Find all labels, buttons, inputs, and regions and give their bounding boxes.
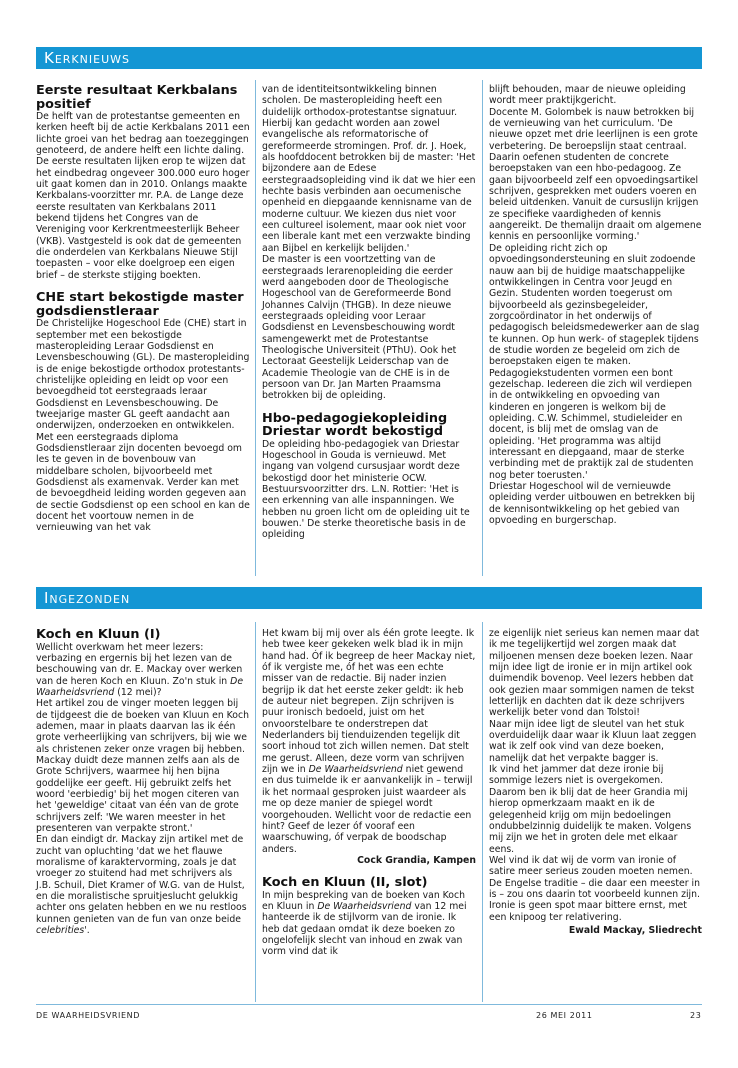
section-header-kerknieuws: Kerknieuws xyxy=(36,47,702,69)
column-3-ingezonden xyxy=(489,628,702,936)
letter-signature: Ewald Mackay, Sliedrecht xyxy=(568,924,702,936)
section-header-ingezonden: Ingezonden xyxy=(36,587,702,609)
column-1-ingezonden xyxy=(36,628,250,936)
footer-publication: DE WAARHEIDSVRIEND xyxy=(36,1011,141,1020)
article-paragraph: De opleiding richt zich op opvoedingsondersteuning en sluit zodoende nauw aan bij de huidige maatschappelijke ontwikkelingen in Centra voor Jeugd en Gezin. Studenten worden toegerust om bijvoorbeeld als gezinsbegeleider, zorgcoördinator in het onderwijs of pedagogisch beleidsmedewerker aan de slag te kunnen. Op hun werk- of stageplek tijdens de studie worden ze begeleid om zich de beroepstaken eigen te maken. Pedagogiekstudenten vormen een bont gezelschap. Iedereen die zich wil verdiepen in de ontwikkeling en opvoeding van kinderen en jongeren is welkom bij de opleiding. C.W. Schimmel, studieleider en docent, is blij met de omslag van de opleiding. 'Het programma was altijd interessant en diepgaand, maar de sterke verbinding met de praktijk zal de studenten nog beter toerusten.' xyxy=(489,242,700,481)
article-title: Eerste resultaat Kerkbalans positief xyxy=(36,83,238,112)
letter-paragraph: Wel vind ik dat wij de vorm van ironie of satire meer serieus zouden moeten nemen. De Engelse traditie – die daar een meester in is – zou ons daarin tot voorbeeld kunnen zijn. Ironie is geen spot maar bittere ernst, met een knipoog ter relativering. xyxy=(489,854,700,923)
letter-paragraph: In mijn bespreking van de boeken van Koch en Kluun in De Waarheidsvriend van 12 mei hanteerde ik de stijlvorm van de ironie. Ik heb dat gedaan omdat ik deze boeken zo ongelofelijk slecht van inhoud en zwak van vorm vind dat ik xyxy=(262,889,467,958)
letter-paragraph: Het artikel zou de vinger moeten leggen bij de tijdgeest die de boeken van Kluun en Koch ademen, maar in plaats daarvan las ik één grote verheerlijking van schrijvers, bij wie we als christenen zeker onze vragen bij hebben. Mackay duidt deze mannen zelfs aan als de Grote Schrijvers, waarmee hij hen bijna goddelijke eer geeft. Hij gebruikt zelfs het woord 'eerbiedig' bij het mogen citeren van het 'geweldige' citaat van één van de grote schrijvers zelf: 'We waren meester in het presenteren van verpakte stront.' xyxy=(36,698,249,834)
article-paragraph: De helft van de protestantse gemeenten en kerken heeft bij de actie Kerkbalans 2011 een lichte groei van het bedrag aan toezeggingen genoteerd, de andere helft een lichte daling. De eerste resultaten lijken erop te wijzen dat het eindbedrag ongeveer 300.000 euro hoger uit gaat komen dan in 2010. Onlangs maakte Kerkbalans-voorzitter mr. P.A. de Lange deze eerste resultaten van Kerkbalans 2011 bekend tijdens het Congres van de Vereniging voor Kerkrentmeesterlijk Beheer (VKB). Vastgesteld is ook dat de gemeenten die onderdelen van Kerkbalans Nieuwe Stijl toepasten – voor elke doelgroep een eigen brief – de sterkste stijging boekten. xyxy=(36,111,250,281)
column-2-ingezonden xyxy=(262,628,476,958)
column-2-kerknieuws xyxy=(262,84,476,541)
column-divider xyxy=(255,622,256,1002)
article-paragraph: De master is een voortzetting van de eerstegraads lerarenopleiding die eerder werd aangeboden door de Theologische Hogeschool van de Gereformeerde Bond Johannes Calvijn (THGB). In deze nieuwe eerstegraads opleiding voor Leraar Godsdienst en Levensbeschouwing wordt samengewerkt met de Protestantse Theologische Universiteit (PThU). Ook het Lectoraat Geestelijk Leiderschap van de Academie Theologie van de CHE is in de persoon van Dr. Jan Marten Praamsma betrokken bij de opleiding. xyxy=(262,254,457,402)
letter-signature: Cock Grandia, Kampen xyxy=(357,854,476,866)
letter-paragraph: Het kwam bij mij over als één grote leegte. Ik heb twee keer gekeken welk blad ik in mijn hand had. Óf ik begreep de heer Mackay niet, óf ik vergiste me, óf het was een echte misser van de redactie. Bij nader inzien begrijp ik dat het eerste zeker geldt: ik heb de auteur niet begrepen. Zijn schrijven is puur ironisch bedoeld, juist om het onvoorstelbare te onderstrepen dat Nederlanders bij tienduizenden tegelijk dit soort inhoud tot zich willen nemen. Dat stelt me gerust. Alleen, deze vorm van schrijven zijn we in De Waarheidsvriend niet gewend en dus tuimelde ik er aanvankelijk in – terwijl ik het normaal gesproken juist waardeer als me op deze manier de spiegel wordt voorgehouden. Wellicht voor de redactie een hint? Geef de lezer óf vooraf een waarschuwing, óf verpak de boodschap anders. xyxy=(262,628,476,855)
letter-paragraph: En dan eindigt dr. Mackay zijn artikel met de zucht van opluchting 'dat we het flauwe moralisme of karaktervorming, zoals je dat vroeger zo stuitend had met schrijvers als J.B. Schuil, Diet Kramer of W.G. van de Hulst, en die moralistische spruitjeslucht gelukkig achter ons gelaten hebben en we nu restloos kunnen genieten van de fun van onze beide celebrities'. xyxy=(36,834,247,937)
article-paragraph: blijft behouden, maar de nieuwe opleiding wordt meer praktijkgericht. xyxy=(489,84,686,107)
article-paragraph: Docente M. Golombek is nauw betrokken bij de vernieuwing van het curriculum. 'De nieuwe opzet met drie leerlijnen is een grote verbetering. De beroepslijn staat centraal. Daarin oefenen studenten de concrete beroepstaken van een hbo-pedagoog. Ze gaan bijvoorbeeld zelf een opvoedingsartikel schrijven, gesprekken met ouders voeren en beleid uitdenken. Vanuit de cursuslijn krijgen ze specifieke vaardigheden of kennis aangereikt. De themalijn draait om algemene kennis en persoonlijke vorming.' xyxy=(489,106,702,243)
article-paragraph: Driestar Hogeschool wil de vernieuwde opleiding verder uitbouwen en betrekken bij de kennisontwikkeling op het gebied van opvoeding en burgerschap. xyxy=(489,481,696,527)
letter-title: Koch en Kluun (II, slot) xyxy=(262,875,428,891)
letter-paragraph: Ik vind het jammer dat deze ironie bij sommige lezers niet is overgekomen. Daarom ben ik blij dat de heer Grandia mij hierop opmerkzaam maakt en ik de gelegenheid krijg om mijn bedoelingen ondubbelzinnig duidelijk te maken. Volgens mij zijn we het in groten dele met elkaar eens. xyxy=(489,764,692,855)
letter-paragraph: Naar mijn idee ligt de sleutel van het stuk overduidelijk daar waar ik Kluun laat zeggen wat ik zelf ook vind van deze boeken, namelijk dat het verpakte bagger is. xyxy=(489,718,697,764)
footer-page-number: 23 xyxy=(690,1011,702,1020)
column-divider xyxy=(482,80,483,576)
article-title: CHE start bekostigde master godsdienstleraar xyxy=(36,290,244,319)
article-title: Hbo-pedagogiekopleiding Driestar wordt bekostigd xyxy=(262,410,448,440)
article-paragraph: van de identiteitsontwikkeling binnen scholen. De masteropleiding heeft een duidelijk orthodox-protestantse signatuur. Hierbij kan gedacht worden aan zowel evangelische als reformatorische of gereformeerde stromingen. Prof. dr. J. Hoek, als hoofddocent betrokken bij de master: 'Het bijzondere aan de Edese eerstegraadsopleiding vind ik dat we hier een hechte basis verbinden aan oecumenische openheid en diepgaande kennisname van de moderne cultuur. We kiezen dus niet voor een cultureel isolement, maar ook niet voor een liberale kant met een verzwakte binding aan Bijbel en kerkelijk belijden.' xyxy=(262,84,476,254)
article-paragraph: De opleiding hbo-pedagogiek van Driestar Hogeschool in Gouda is vernieuwd. Met ingang van volgend cursusjaar wordt deze bekostigd door het ministerie OCW. Bestuursvoorzitter drs. L.N. Rottier: 'Het is een erkenning van alle inspanningen. We hebben nu groen licht om de opleiding uit te bouwen.' De sterke theoretische basis in de opleiding xyxy=(262,438,470,541)
column-divider xyxy=(255,80,256,576)
article-paragraph: De Christelijke Hogeschool Ede (CHE) start in september met een bekostigde masteropleiding Leraar Godsdienst en Levensbeschouwing (GL). De masteropleiding is de enige bekostigde orthodox protestants-christelijke opleiding en leidt op voor een bevoegdheid tot eerstegraads leraar Godsdienst en Levensbeschouwing. De tweejarige master GL geeft aandacht aan onderwijzen, onderzoeken en ontwikkelen. Met een eerstegraads diploma Godsdienstleraar zijn docenten bevoegd om les te geven in de bovenbouw van middelbare scholen, bijvoorbeeld met Godsdienst als examenvak. Verder kan met de bevoegdheid leiding worden gegeven aan de sectie Godsdienst op een school en kan de docent het voortouw nemen in de vernieuwing van het vak xyxy=(36,318,250,534)
letter-paragraph: ze eigenlijk niet serieus kan nemen maar dat ik me tegelijkertijd wel zorgen maak dat miljoenen mensen deze boeken lezen. Naar mijn idee ligt de ironie er in mijn artikel ook duimendik bovenop. Veel lezers hebben dat ook gezien maar sommigen namen de tekst letterlijk en dachten dat ik deze schrijvers werkelijk beter vond dan Tolstoi! xyxy=(489,628,700,719)
footer-rule xyxy=(36,1004,702,1005)
letter-title: Koch en Kluun (I) xyxy=(36,627,161,642)
column-3-kerknieuws xyxy=(489,84,702,526)
footer-date: 26 MEI 2011 xyxy=(536,1011,593,1020)
column-divider xyxy=(482,622,483,1002)
column-1-kerknieuws xyxy=(36,84,250,534)
letter-paragraph: Wellicht overkwam het meer lezers: verbazing en ergernis bij het lezen van de beschouwing van dr. E. Mackay over werken van de heren Koch en Kluun. Zo'n stuk in De Waarheidsvriend (12 mei)? xyxy=(36,641,244,698)
